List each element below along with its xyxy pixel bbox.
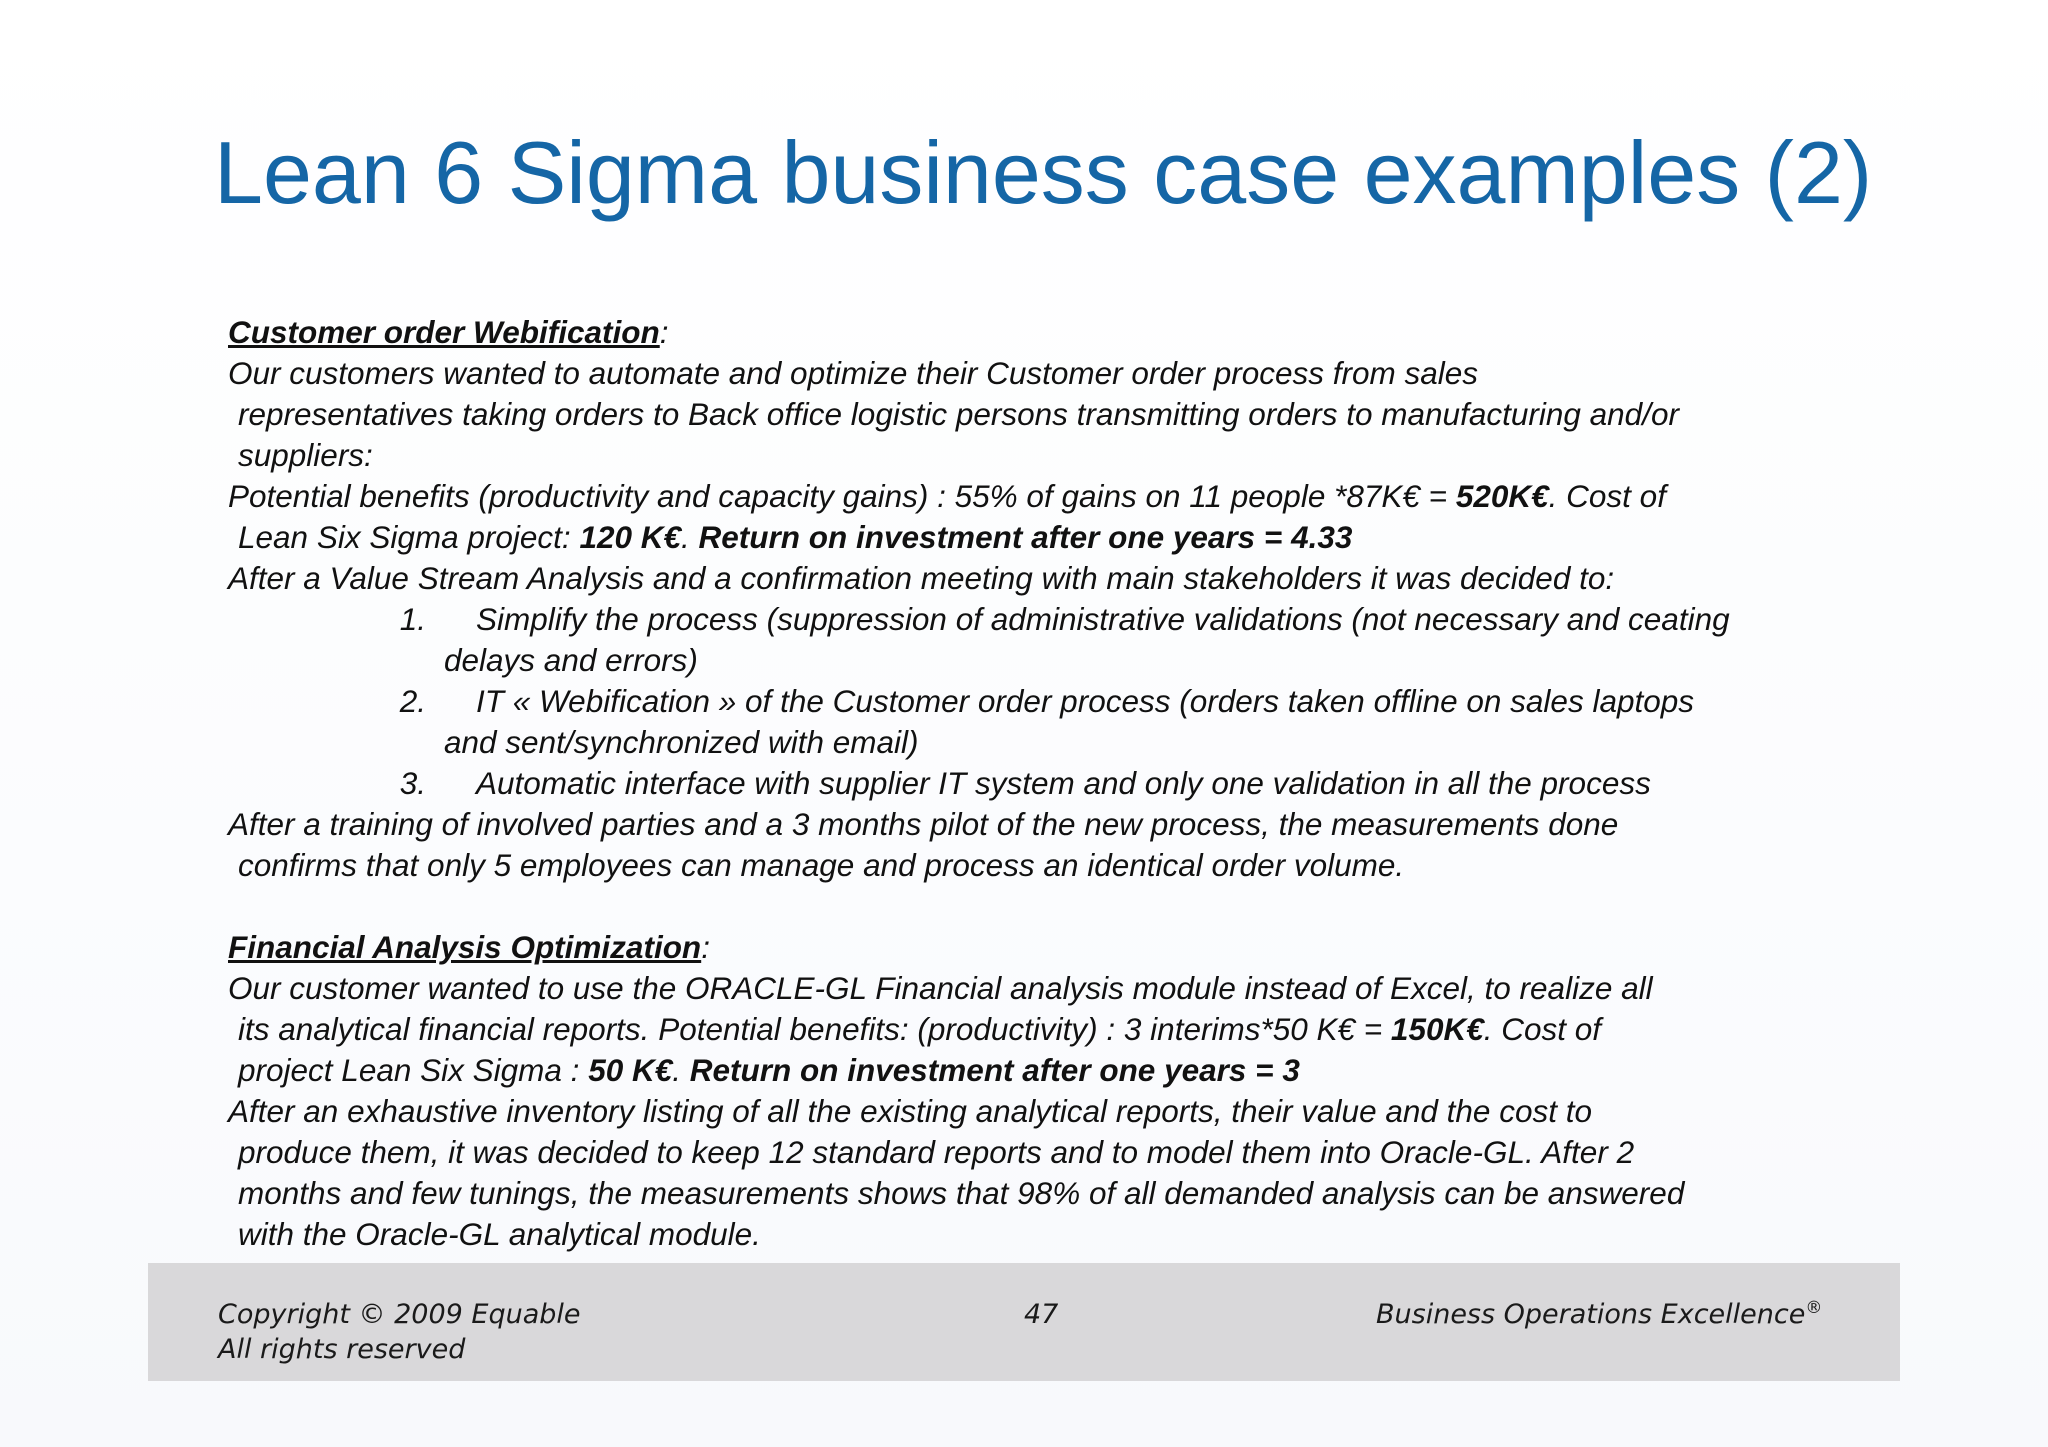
section2-benefits-text: its analytical financial reports. Potential benefits: (productivity) : 3 interims*50 K€ = — [238, 1011, 1391, 1047]
section1-intro-line-1: Our customers wanted to automate and optimize their Customer order process from sales — [228, 355, 1479, 391]
list-item-continuation: delays and errors) — [444, 642, 698, 678]
section2-intro-line-2 — [228, 1009, 1828, 1050]
section2-project-cost: 50 K€ — [588, 1052, 673, 1088]
footer-bar — [148, 1263, 1900, 1381]
section2-result-line-2: produce them, it was decided to keep 12 standard reports and to model them into Oracle-GL. After 2 — [238, 1134, 1635, 1170]
section2-cost-label: . Cost of — [1483, 1011, 1602, 1047]
section1-result-line-2: confirms that only 5 employees can manage and process an identical order volume. — [238, 847, 1405, 883]
section2-project-label: project Lean Six Sigma : — [238, 1052, 589, 1088]
section1-intro-line-2: representatives taking orders to Back office logistic persons transmitting orders to manufacturing and/or — [238, 396, 1679, 432]
section2-result-line-4: with the Oracle-GL analytical module. — [238, 1216, 761, 1252]
list-item-continuation: and sent/synchronized with email) — [444, 724, 919, 760]
section2-intro-line-1: Our customer wanted to use the ORACLE-GL Financial analysis module instead of Excel, to realize all — [228, 970, 1653, 1006]
list-item-number: 3. — [399, 765, 426, 801]
list-item-text: IT « Webification » of the Customer order process (orders taken offline on sales laptops — [476, 683, 1695, 719]
footer-brand — [1376, 1297, 1822, 1332]
section2-heading-colon: : — [701, 929, 710, 965]
section1-intro-line-3: suppliers: — [238, 437, 373, 473]
footer-copyright: Copyright © 2009 Equable — [218, 1299, 581, 1330]
footer-copyright-block — [218, 1297, 581, 1367]
section1-cost-label: . Cost of — [1548, 478, 1666, 514]
slide-title: Lean 6 Sigma business case examples (2) — [214, 123, 1873, 222]
section1-project-cost: 120 K€ — [579, 519, 682, 555]
section1-heading-line — [228, 312, 1828, 353]
section2-roi: Return on investment after one years = 3 — [689, 1052, 1300, 1088]
list-item-number: 1. — [399, 601, 426, 637]
list-item-text: Automatic interface with supplier IT system and only one validation in all the process — [476, 765, 1651, 801]
footer-brand-text: Business Operations Excellence — [1376, 1299, 1806, 1330]
footer-brand-mark: ® — [1805, 1298, 1823, 1318]
section2-result-line-3: months and few tunings, the measurements shows that 98% of all demanded analysis can be answered — [238, 1175, 1685, 1211]
footer-rights: All rights reserved — [218, 1334, 466, 1365]
section2-heading-line — [228, 927, 1828, 968]
section1-heading-colon: : — [659, 314, 669, 350]
section1-roi: Return on investment after one years = 4.33 — [698, 519, 1353, 555]
section1-benefits-text: Potential benefits (productivity and capacity gains) : 55% of gains on 11 people *87K€ = — [228, 478, 1456, 514]
section2-separator: . — [672, 1052, 690, 1088]
section1-benefits-line-1 — [228, 476, 1828, 517]
section-spacer — [228, 886, 1828, 927]
section1-separator: . — [681, 519, 699, 555]
list-item — [228, 599, 1828, 640]
slide-body — [228, 312, 1828, 1255]
list-item-number: 2. — [399, 683, 426, 719]
list-item — [228, 681, 1828, 722]
section1-project-label: Lean Six Sigma project: — [238, 519, 580, 555]
footer-page-number: 47 — [1024, 1299, 1059, 1330]
section2-benefits-value: 150K€ — [1390, 1011, 1484, 1047]
section2-result-line-1: After an exhaustive inventory listing of all the existing analytical reports, their value and the cost to — [228, 1093, 1592, 1129]
section2-heading: Financial Analysis Optimization — [228, 929, 702, 965]
list-item — [228, 763, 1828, 804]
section1-benefits-line-2 — [228, 517, 1828, 558]
section1-result-line-1: After a training of involved parties and a 3 months pilot of the new process, the measurements done — [228, 806, 1619, 842]
section1-heading: Customer order Webification — [228, 314, 660, 350]
list-item-text: Simplify the process (suppression of administrative validations (not necessary and ceating — [476, 601, 1730, 637]
section1-decision-line: After a Value Stream Analysis and a confirmation meeting with main stakeholders it was decided to: — [228, 560, 1615, 596]
section1-benefits-value: 520K€ — [1455, 478, 1549, 514]
section2-intro-line-3 — [228, 1050, 1828, 1091]
